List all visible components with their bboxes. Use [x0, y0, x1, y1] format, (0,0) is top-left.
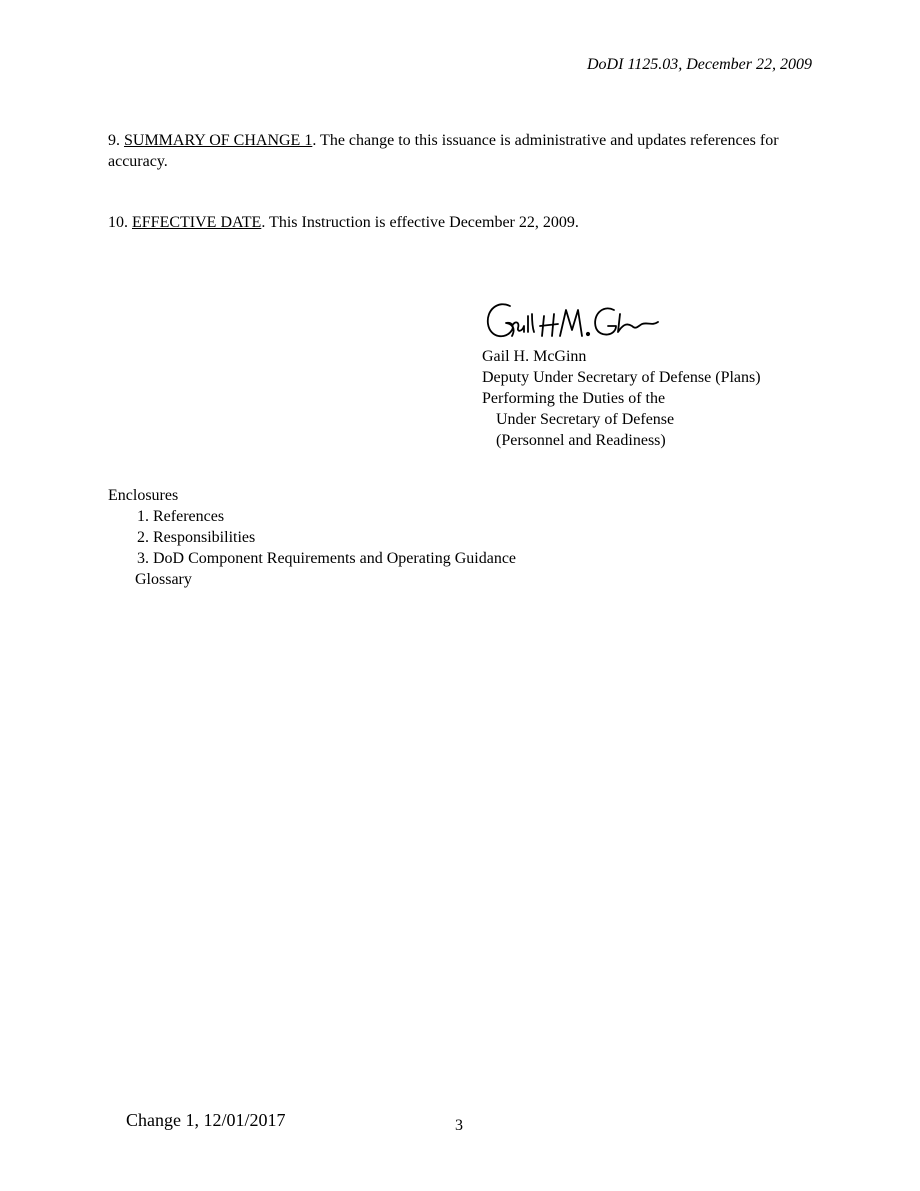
- signer-title-line-3: Under Secretary of Defense: [496, 411, 675, 428]
- paragraph-heading: EFFECTIVE DATE: [132, 214, 262, 231]
- document-reference: DoDI 1125.03, December 22, 2009: [587, 56, 812, 73]
- enclosure-item: 2. Responsibilities: [137, 529, 256, 546]
- paragraph-effective-date: [108, 212, 788, 233]
- signer-title-line-2: Performing the Duties of the: [482, 390, 666, 407]
- paragraph-text: . The change to this issuance is administrative and updates references for accuracy.: [108, 132, 779, 170]
- footer-change-note: Change 1, 12/01/2017: [126, 1110, 286, 1130]
- enclosures-section: [108, 485, 708, 590]
- signer-title-line-1: Deputy Under Secretary of Defense (Plans): [482, 369, 761, 386]
- paragraph-number: 9.: [108, 132, 124, 149]
- enclosure-glossary: Glossary: [135, 571, 192, 588]
- paragraph-text: . This Instruction is effective December 22, 2009.: [261, 214, 579, 231]
- enclosure-item: 1. References: [137, 508, 225, 525]
- signature-block: [482, 296, 842, 451]
- page-number: 3: [455, 1117, 463, 1134]
- paragraph-number: 10.: [108, 214, 132, 231]
- enclosures-list: [108, 506, 708, 569]
- paragraph-summary-of-change: [108, 130, 788, 172]
- signer-title-line-4: (Personnel and Readiness): [496, 432, 666, 449]
- signer-name: Gail H. McGinn: [482, 348, 587, 365]
- enclosure-item: 3. DoD Component Requirements and Operating Guidance: [137, 550, 517, 567]
- paragraph-heading: SUMMARY OF CHANGE 1: [124, 132, 313, 149]
- handwritten-signature: [482, 296, 682, 346]
- enclosures-title: Enclosures: [108, 487, 179, 504]
